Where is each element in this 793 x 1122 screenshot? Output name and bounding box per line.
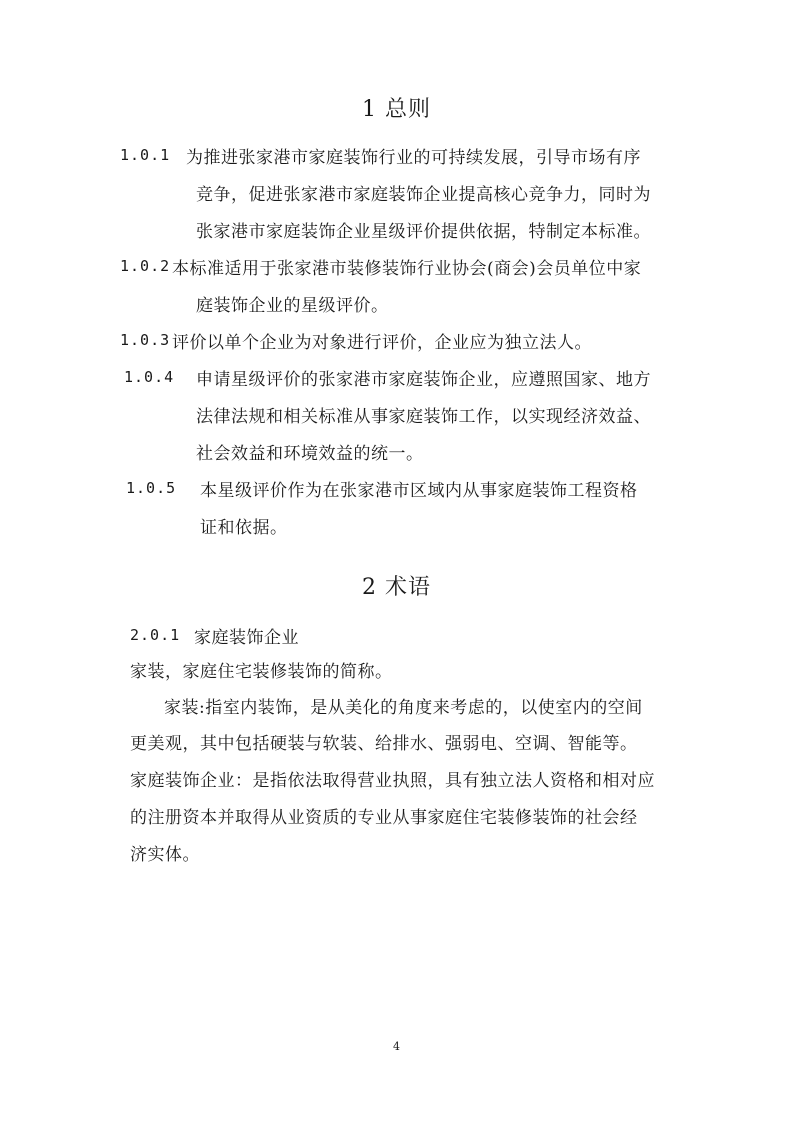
clause-number: 2.0.1 [130,626,181,644]
clause-text-line: 评价以单个企业为对象进行评价，企业应为独立法人。 [172,333,592,353]
clause-number: 1.0.3 [120,331,171,349]
clause-text-line: 法律法规和相关标准从事家庭装饰工作，以实现经济效益、 [196,407,651,427]
section-heading-general: 1 总则 [362,97,431,122]
clause-number: 1.0.1 [120,146,171,164]
clause-text-line: 社会效益和环境效益的统一。 [196,444,424,464]
paragraph-line: 家装:指室内装饰，是从美化的角度来考虑的，以使室内的空间 [164,698,643,718]
section-heading-terms: 2 术语 [362,575,431,600]
paragraph-line: 更美观，其中包括硬装与软装、给排水、强弱电、空调、智能等。 [130,734,638,754]
page-number: 4 [393,1040,400,1053]
clause-number: 1.0.4 [124,368,175,386]
clause-text-line: 庭装饰企业的星级评价。 [196,296,389,316]
paragraph-line: 济实体。 [130,845,200,865]
clause-title: 家庭装饰企业 [194,628,299,648]
clause-text-line: 本星级评价作为在张家港市区域内从事家庭装饰工程资格 [200,481,638,501]
clause-text-line: 为推进张家港市家庭装饰行业的可持续发展，引导市场有序 [186,148,641,168]
clause-text-line: 证和依据。 [200,518,288,538]
paragraph-line: 的注册资本并取得从业资质的专业从事家庭住宅装修装饰的社会经 [130,808,638,828]
clause-number: 1.0.2 [120,257,171,275]
clause-text-line: 竞争，促进张家港市家庭装饰企业提高核心竞争力，同时为 [196,185,651,205]
paragraph-line: 家庭装饰企业：是指依法取得营业执照，具有独立法人资格和相对应 [130,771,655,791]
paragraph-line: 家装，家庭住宅装修装饰的简称。 [130,662,393,682]
clause-text-line: 张家港市家庭装饰企业星级评价提供依据，特制定本标准。 [196,222,651,242]
clause-text-line: 本标准适用于张家港市装修装饰行业协会(商会)会员单位中家 [172,259,642,279]
clause-text-line: 申请星级评价的张家港市家庭装饰企业，应遵照国家、地方 [196,370,651,390]
clause-number: 1.0.5 [126,479,177,497]
